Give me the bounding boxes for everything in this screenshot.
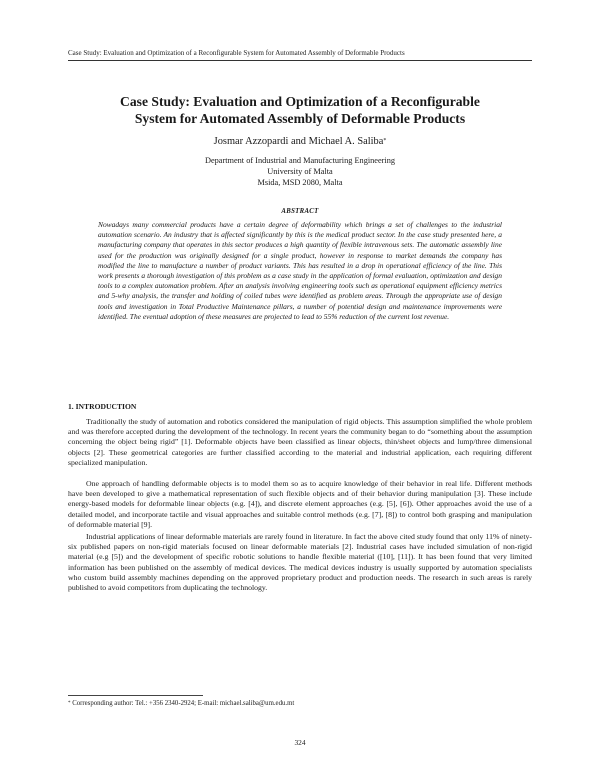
author-names: Josmar Azzopardi and Michael A. Saliba [213, 136, 384, 147]
footnote-rule [68, 695, 203, 696]
footnote [68, 699, 294, 709]
body-paragraph: One approach of handling deformable objects is to model them so as to acquire knowledge of their behavior in real life. Different methods have been developed to give a mathematical representation of such flexible objects and of their behavior during manipulation [3]. These include energy-based models for deformable linear objects (e.g. [4]), and discrete element approaches (e.g. [5], [6]). Other approaches avoid the use of a detailed model, and incorporate tactile and visual approaches and suitable control methods (e.g. [7], [8]) to control both grasping and manipulation of deformable material [9]. [68, 479, 532, 529]
affiliation [80, 155, 520, 188]
affiliation-address: Msida, MSD 2080, Malta [257, 178, 343, 187]
title-line-2: System for Automated Assembly of Deformable Products [134, 111, 466, 126]
affiliation-department: Department of Industrial and Manufacturing Engineering [204, 156, 396, 165]
footnote-text: Corresponding author: Tel.: +356 2340-2924; E-mail: michael.saliba@um.edu.mt [72, 700, 295, 707]
body-paragraph: Traditionally the study of automation and robotics considered the manipulation of rigid objects. This assumption simplified the whole problem and was therefore accepted during the development of the technology. In recent years the community began to do “something about the assumption concerning the object being rigid” [1]. Deformable objects have been classified as linear objects, thin/sheet objects and lump/three dimensional objects [2]. These geometrical categories are further classified according to the material and industrial application, each requiring different specialized manipulation. [68, 417, 532, 467]
paper-title [80, 93, 520, 127]
header-rule [68, 60, 532, 61]
abstract-heading: ABSTRACT [281, 208, 319, 215]
author-list [80, 135, 520, 150]
affiliation-university: University of Malta [267, 167, 333, 176]
abstract-text: Nowadays many commercial products have a certain degree of deformability which brings a set of challenges to the industrial automation scenario. An industry that is affected significantly by this is the medical product sector. In the case study presented here, a manufacturing company that operates in this sector produces a high quantity of flexible intravenous sets. The automatic assembly line used for the production was originally designed for a single product, however in response to market demands the company has modified the line to manufacture a number of product variants. This has resulted in a drop in operational efficiency of the line. This work presents a thorough investigation of this problem as a case study in the application of formal evaluation, optimization and design tools to a complex automation problem. After an analysis involving engineering tools such as operational equipment efficiency metrics and 5-why analysis, the transfer and holding of coiled tubes were identified as problem areas. Through the appropriate use of design tools and investigation in Total Productive Maintenance pillars, a number of potential design and maintenance improvements were identified. The eventual adoption of these measures are projected to lead to 55% reduction of the current lost revenue. [98, 220, 502, 321]
author-footnote-mark: * [383, 138, 387, 144]
running-head: Case Study: Evaluation and Optimization of a Reconfigurable System for Automated Assembly of Deformable Products [68, 49, 405, 57]
body-paragraph: Industrial applications of linear deformable materials are rarely found in literature. In fact the above cited study found that only 11% of ninety-six published papers on non-rigid materials focused on linear deformable materials [2]. Industrial cases have included simulation of non-rigid material (e.g [5]) and the development of specific robotic solutions to handle flexible material ([10], [11]). It has been found that very limited information has been published on the assembly of medical devices. The medical devices industry is usually supported by automation specialists who custom build assembly machines depending on the approved proprietary product and production needs. The research in such areas is rarely published to avoid competitors from duplicating the technology. [68, 532, 532, 593]
footnote-mark: * [68, 701, 71, 706]
section-heading-introduction: 1. INTRODUCTION [68, 402, 137, 411]
title-line-1: Case Study: Evaluation and Optimization of a Reconfigurable [120, 94, 480, 109]
page-number: 324 [294, 738, 306, 747]
